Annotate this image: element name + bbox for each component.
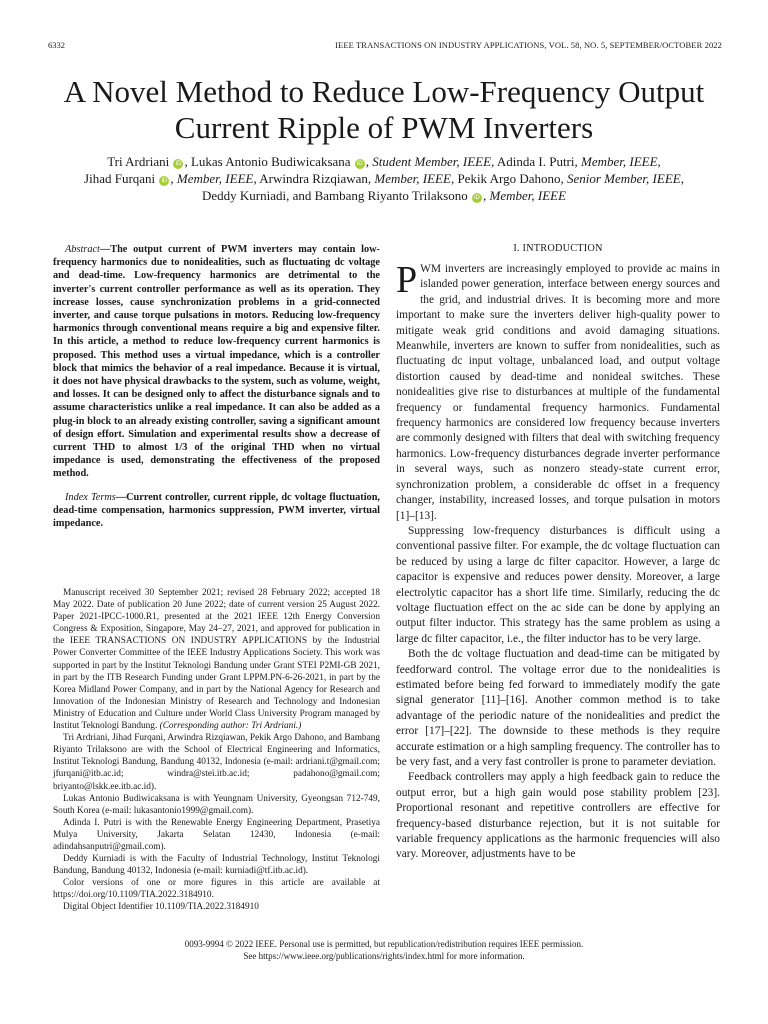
footnote-manuscript <box>53 587 380 732</box>
paper-title <box>40 74 728 146</box>
paragraph: Suppressing low-frequency disturbances is difficult using a conventional passive filter. For example, the dc voltage fluctuation can be reduced by using a large dc filter capacitor. However, a large dc capacitor is expensive and reduces power density. Moreover, a large electrolytic capacitor has a short life time. Similarly, reducing the dc voltage fluctuation effect on the ac side can be done by applying an output filter inductor. This strategy has the same problem as using a large dc filter capacitor, i.e., the filter inductor has to be very large. <box>396 524 720 645</box>
author-name: , Lukas Antonio Budiwicaksana <box>184 154 351 169</box>
author-name: Jihad Furqani <box>84 171 156 186</box>
abstract <box>53 243 380 481</box>
author-separator: , <box>170 171 177 186</box>
author-separator: , <box>657 154 661 169</box>
author-name: Deddy Kurniadi, and Bambang Riyanto Trilaksono <box>201 188 468 203</box>
copyright-line: 0093-9994 © 2022 IEEE. Personal use is permitted, but republication/redistribution requires IEEE permission. <box>184 939 584 949</box>
title-line-2: Current Ripple of PWM Inverters <box>174 110 594 145</box>
author-name: Tri Ardriani <box>107 154 170 169</box>
author-separator: , <box>680 171 684 186</box>
journal-header: IEEE TRANSACTIONS ON INDUSTRY APPLICATIONS, VOL. 58, NO. 5, SEPTEMBER/OCTOBER 2022 <box>335 40 722 50</box>
footnotes <box>53 587 380 914</box>
author-membership: Member, IEEE <box>374 171 451 186</box>
introduction-body <box>396 259 720 863</box>
author-membership: Member, IEEE <box>489 188 567 203</box>
author-name: , Arwindra Rizqiawan, <box>253 171 375 186</box>
right-column <box>396 243 720 863</box>
rights-line: See https://www.ieee.org/publications/rights/index.html for more information. <box>243 950 525 961</box>
orcid-icon[interactable]: iD <box>173 159 183 169</box>
paragraph <box>396 259 720 524</box>
footnote-text: Manuscript received 30 September 2021; revised 28 February 2022; accepted 18 May 2022. Date of publication 20 June 2022; date of current version 25 August 2022. Paper 2021-IPCC-1000.R1, presented at the 2021 IEEE 12th Energy Conversion Congress & Exposition, Singapore, May 24–27, 2021, and approved for publication in the IEEE TRANSACTIONS ON INDUSTRY APPLICATIONS by the Industrial Power Converter Committee of the IEEE Industry Applications Society. This work was supported in part by the Institut Teknologi Bandung under Grant STEI P2MI-GB 2021, in part by the ITB Research Funding under Grant LPPM.PN-6-26-2021, in part by the Korea Midland Power Company, and in part by the National Agency for Research and Innovation of the Indonesian Ministry of Research and Technology and Indonesian Ministry of Education and Culture under World Class University Program managed by Institut Teknologi Bandung. <box>53 588 380 732</box>
drop-cap: P <box>396 259 418 301</box>
author-membership: Senior Member, IEEE <box>566 171 681 186</box>
footnote-affiliation: Deddy Kurniadi is with the Faculty of Industrial Technology, Institut Teknologi Bandung, Bandung 40132, Indonesia (e-mail: kurniadi@tf.itb.ac.id). <box>53 854 380 877</box>
paragraph-text: WM inverters are increasingly employed to provide ac mains in islanded power generation, interface between energy sources and the grid, and industrial drives. It is becoming more and more important to make sure the inverters deliver high-quality power to mitigate weak grid conditions and avoid damaging situations. Meanwhile, inverters are known to suffer from nonidealities, such as fluctuating dc input voltage, unbalanced load, and output voltage distortion caused by dead-time and nonideal switches. These nonidealities give rise to disturbances at multiple of the fundamental frequency or fundamental frequency harmonics. Fundamental frequency harmonics are considered low frequency because inverters are commonly designed with filters that deal with switching frequency harmonics. Low-frequency disturbances degrade inverter performance in several ways, such as nonzero steady-state current error, synchronization problem, a considerable dc offset in a frequency changer, instability, increased losses, and torque pulsation in motors [1]–[13]. <box>396 263 720 522</box>
corresponding-author: (Corresponding author: Tri Ardriani.) <box>159 721 302 732</box>
author-separator: , <box>482 188 490 203</box>
abstract-text: —The output current of PWM inverters may contain low-frequency harmonics due to nonidealities, such as fluctuating dc voltage and dead-time. Low-frequency harmonics are detrimental to the inverter's current controller performance as well as its operation. They increase losses, cause synchronization problems in a grid-connected inverter, and cause torque pulsations in motors. Reducing low-frequency harmonics through conventional means require a big and expensive filter. In this article, a method to reduce low-frequency current harmonics is proposed. This method uses a virtual impedance, which is a controller block that mimics the behavior of a real impedance. Because it is virtual, it does not have physical drawbacks to the system, such as volume, weight, and losses. It can be designed only to affect the disturbance signals and to assume characteristics unlike a real impedance. It can also be added as a plug-in block to an already existing controller, saving a significant amount of design effort. Simulation and experimental results show a decrease of current THD to almost 1/3 of the original THD when no virtual impedance is used, demonstrating the effectiveness of the proposed method. <box>53 244 380 480</box>
author-line-1 <box>50 153 718 170</box>
author-line-3 <box>50 187 718 204</box>
section-heading: I. INTRODUCTION <box>513 243 603 254</box>
page-number: 6332 <box>48 40 65 50</box>
author-name: , Pekik Argo Dahono, <box>450 171 567 186</box>
title-line-1: A Novel Method to Reduce Low-Frequency Output <box>63 74 705 109</box>
author-membership: Member, IEEE <box>581 154 658 169</box>
paragraph: Feedback controllers may apply a high feedback gain to reduce the output error, but a high gain would pose stability problem [23]. Proportional resonant and repetitive controllers are effective for frequency-based disturbance rejection, but it is not suitable for variable frequency applications as the harmonic frequencies will also vary. Moreover, adjustments have to be <box>396 771 720 861</box>
author-separator: , <box>365 154 373 169</box>
author-membership: Member, IEEE <box>176 171 254 186</box>
footnote-affiliation: Lukas Antonio Budiwicaksana is with Yeungnam University, Gyeongsan 712-749, South Korea (e-mail: lukasantonio1999@gmail.com). <box>53 793 380 816</box>
author-name: , Adinda I. Putri, <box>491 154 581 169</box>
footnote-affiliation: Tri Ardriani, Jihad Furqani, Arwindra Rizqiawan, Pekik Argo Dahono, and Bambang Riyanto Trilaksono are with the School of Electrical Engineering and Informatics, Institut Teknologi Bandung, Bandung 40132, Indonesia (e-mail: ardriani.t@gmail.com; jfurqani@itb.ac.id; windra@stei.itb.ac.id; padahono@gmail.com; briyanto@lskk.ee.itb.ac.id). <box>53 733 380 792</box>
author-list <box>50 153 718 204</box>
abstract-label: Abstract <box>65 244 100 255</box>
paragraph: Both the dc voltage fluctuation and dead-time can be mitigated by feedforward control. The voltage error due to the nonidealities is estimated before being fed forward to immediately modify the gate signal generator [11]–[16]. Another common method is to take advantage of the periodic nature of the nonidealities and predict the error [17]–[22]. The downside to these methods is they require accurate estimation or a high sampling frequency. The controller has to be very fast, and a very fast controller is prone to parameter deviation. <box>396 648 720 768</box>
footnote-doi: Digital Object Identifier 10.1109/TIA.2022.3184910 <box>63 902 259 913</box>
orcid-icon[interactable]: iD <box>472 193 482 203</box>
left-column <box>53 243 380 530</box>
index-terms-label: Index Terms <box>65 491 116 503</box>
orcid-icon[interactable]: iD <box>159 176 169 186</box>
author-line-2 <box>50 170 718 187</box>
footnote-color-note: Color versions of one or more figures in this article are available at https://doi.org/10.1109/TIA.2022.3184910. <box>53 878 380 901</box>
index-terms <box>53 491 380 531</box>
author-membership: Student Member, IEEE <box>372 154 492 169</box>
footnote-affiliation: Adinda I. Putri is with the Renewable Energy Engineering Department, Prasetiya Mulya University, Jakarta Selatan 12430, Indonesia (e-mail: adindahsanputri@gmail.com). <box>53 817 380 852</box>
orcid-icon[interactable]: iD <box>355 159 365 169</box>
copyright-footer <box>0 939 768 962</box>
index-terms-text: —Current controller, current ripple, dc voltage fluctuation, dead-time compensation, harmonics suppression, PWM inverter, virtual impedance. <box>53 491 381 530</box>
